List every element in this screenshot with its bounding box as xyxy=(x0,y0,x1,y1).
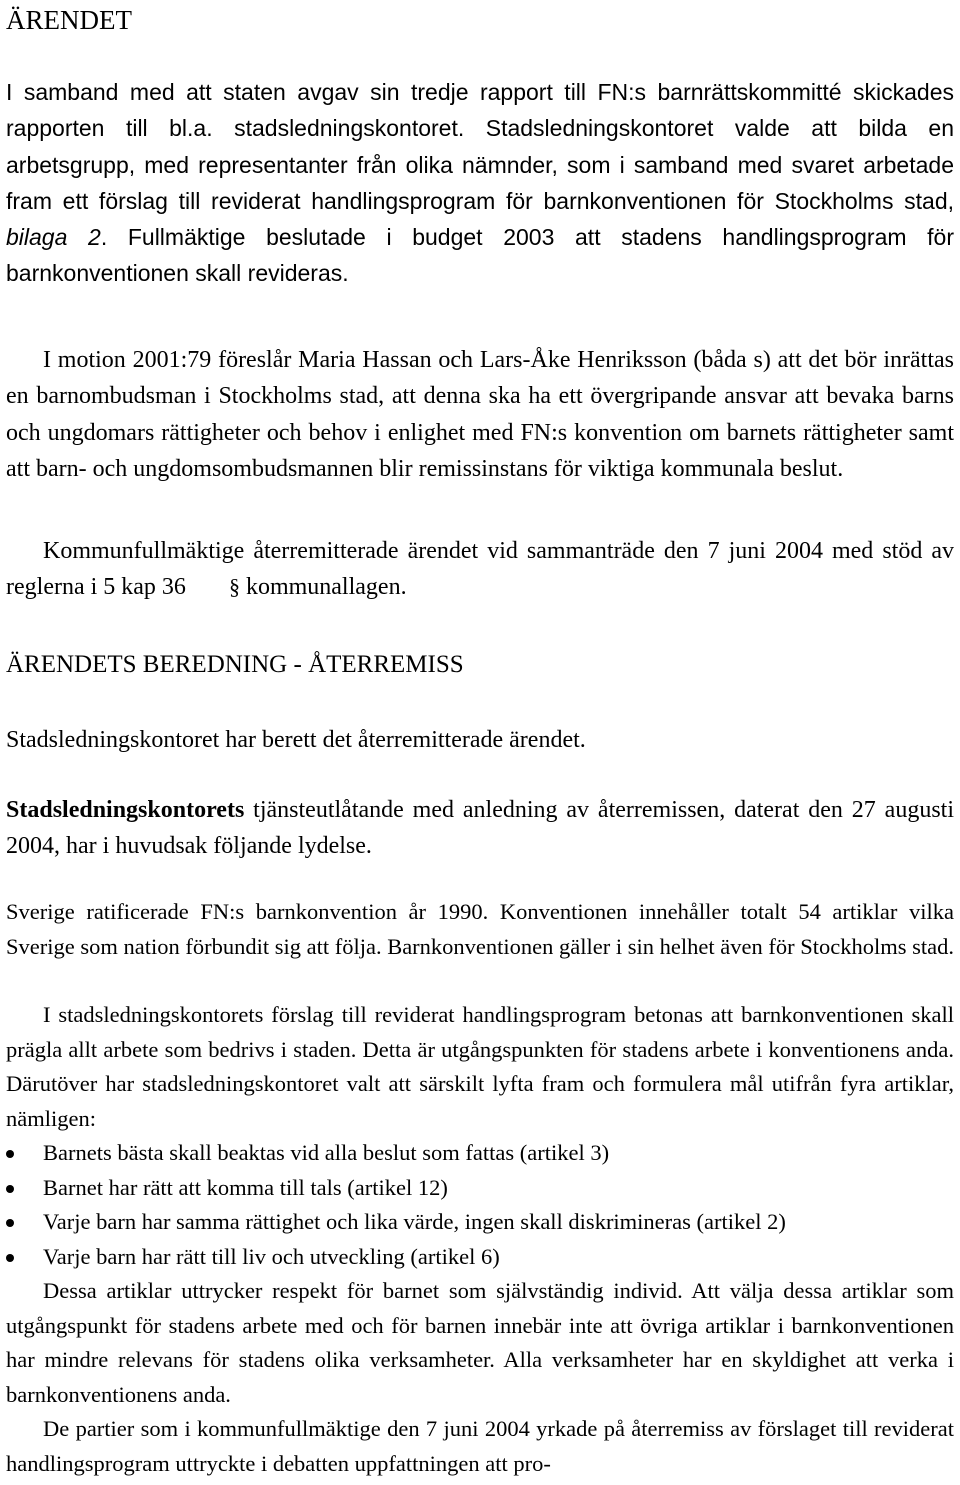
ratified-paragraph: Sverige ratificerade FN:s barnkonvention år 1990. Konventionen innehåller totalt 54 artiklar vilka Sverige som nation förbundit sig att följa. Barnkonventionen gäller i sin helhet även för Stockholms stad. xyxy=(6,899,954,959)
list-item xyxy=(6,1240,954,1275)
statement-author: Stadsledningskontorets xyxy=(6,797,245,823)
list-item xyxy=(6,1136,954,1171)
statement-section xyxy=(6,792,954,865)
motion-section xyxy=(6,342,954,487)
article-text: Varje barn har rätt till liv och utveckling (artikel 6) xyxy=(43,1243,500,1269)
document-title: ÄRENDET xyxy=(6,5,132,35)
intro-paragraph xyxy=(6,74,954,292)
appendix-reference: bilaga 2 xyxy=(6,224,101,251)
list-item xyxy=(6,1171,954,1206)
bullet-icon xyxy=(6,1254,14,1262)
section-sign: § xyxy=(228,574,240,600)
article-text: Barnet har rätt att komma till tals (artikel 12) xyxy=(43,1174,448,1200)
proposal-section xyxy=(6,998,954,1136)
statement-text: tjänsteutlåtande med anledning av återremissen, daterat den 27 augusti 2004, har i huvudsak följande lydelse. xyxy=(6,797,954,860)
ratified-section xyxy=(6,895,954,964)
remiss-section xyxy=(6,533,954,606)
prepared-section xyxy=(6,722,954,758)
remiss-paragraph xyxy=(6,533,954,606)
article-text: Varje barn har samma rättighet och lika värde, ingen skall diskrimineras (artikel 2) xyxy=(43,1209,786,1234)
proposal-paragraph: I stadsledningskontorets förslag till reviderat handlingsprogram betonas att barnkonventionen skall prägla allt arbete som bedrivs i staden. Detta är utgångspunkten för stadens arbete i konventionens anda. Därutöver har stadsledningskontoret valt att särskilt lyfta fram och formulera mål utifrån fyra artiklar, nämligen: xyxy=(6,1002,954,1131)
parties-section xyxy=(6,1412,954,1481)
motion-paragraph: I motion 2001:79 föreslår Maria Hassan och Lars-Åke Henriksson (båda s) att det bör inrättas en barnombudsman i Stockholms stad, att denna ska ha ett övergripande ansvar att bevaka barns och ungdomars rättigheter och behov i enlighet med FN:s konvention om barnets rättigheter samt att barn- och ungdomsombudsmannen blir remissinstans för viktiga kommunala beslut. xyxy=(6,347,954,482)
articles-list xyxy=(6,1136,954,1274)
remiss-text-2: kommunallagen. xyxy=(245,574,407,601)
respect-paragraph: Dessa artiklar uttrycker respekt för barnet som självständig individ. Att välja dessa artiklar som utgångspunkt för stadens arbete med och för barnen innebär inte att övriga artiklar i barnkonventionen har mindre relevans för stadens olika verksamheter. Alla verksamheter har en skyldighet att verka i barnkonventionens anda. xyxy=(6,1278,954,1407)
section-heading: ÄRENDETS BEREDNING - ÅTERREMISS xyxy=(6,651,464,678)
prepared-paragraph: Stadsledningskontoret har berett det återremitterade ärendet. xyxy=(6,727,586,753)
bullet-icon xyxy=(6,1185,14,1193)
list-item xyxy=(6,1205,954,1240)
respect-section xyxy=(6,1274,954,1412)
bullet-icon xyxy=(6,1219,14,1227)
intro-section xyxy=(6,74,954,292)
parties-paragraph: De partier som i kommunfullmäktige den 7 juni 2004 yrkade på återremiss av förslaget till reviderat handlingsprogram uttryckte i debatten uppfattningen att pro- xyxy=(6,1416,954,1476)
intro-text-1: I samband med att staten avgav sin tredje rapport till FN:s barnrättskommitté skickades rapporten till bl.a. stadsledningskontoret. Stadsledningskontoret valde att bilda en arbetsgrupp, med representanter från olika nämnder, som i samband med svaret arbetade fram ett förslag till reviderat handlingsprogram för barnkonventionen för Stockholms stad, xyxy=(6,79,954,214)
intro-text-2: . Fullmäktige beslutade i budget 2003 att stadens handlingsprogram för barnkonventionen skall revideras. xyxy=(6,224,954,287)
article-text: Barnets bästa skall beaktas vid alla beslut som fattas (artikel 3) xyxy=(43,1140,610,1165)
bullet-icon xyxy=(6,1150,14,1158)
articles-section xyxy=(6,1136,954,1274)
statement-paragraph xyxy=(6,792,954,865)
remiss-text-1: Kommunfullmäktige återremitterade ärendet vid sammanträde den 7 juni 2004 med stöd av reglerna i 5 kap 36 xyxy=(6,538,954,601)
